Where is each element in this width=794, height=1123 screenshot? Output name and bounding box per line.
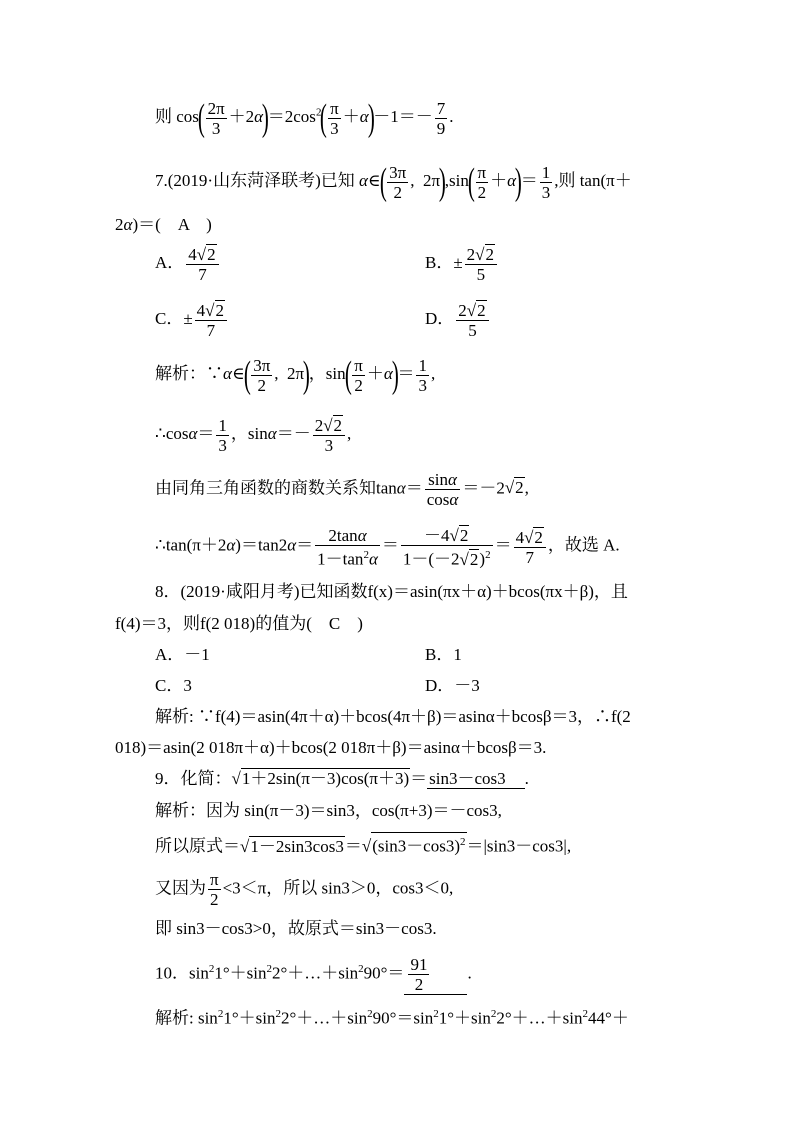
q7-option-d: D． $\frac{2√2}{5}$ [425, 300, 491, 340]
q7-option-a: A． $\frac{4√2}{7}$ [155, 244, 221, 284]
q10-solution-1: 解析: $\sin^21^\circ+\sin^22^\circ+\dots+\sin^290^\circ=\sin^21^\circ+\sin^22^\circ+\dots+\sin^244^\circ+$ [155, 1008, 629, 1028]
q7-solution-3: 由同角三角函数的商数关系知tanα＝ $\frac{\sin\alpha}{\cos\alpha}$ ＝－2√2, [155, 470, 529, 509]
q7-option-b: B．± $\frac{2√2}{5}$ [425, 244, 499, 284]
q9-solution-3: 又因为 $\frac{\pi}{2}$ <3＜π，所以 sin3＞0，cos3＜0, [155, 870, 454, 909]
q9-solution-4: 即 sin3－cos3>0，故原式＝sin3－cos3. [155, 919, 437, 938]
q8-solution-2: 018)＝asin(2 018π＋α)＋bcos(2 018π＋β)＝asinα＋bcosβ＝3. [115, 738, 547, 757]
q8-solution-1: 解析: ∵f(4)＝asin(4π＋α)＋bcos(4π＋β)＝asinα＋bcosβ＝3，∴f(2 [155, 707, 631, 726]
q9-stem: 9．化简：√1＋2sin(π－3)cos(π＋3)＝ sin3－cos3 . [155, 769, 529, 788]
q8-option-c: C．3 [155, 676, 192, 695]
q7-stem: 7.(2019·山东菏泽联考)已知 α∈( $\frac{3\pi}{2}$ , 2π),sin( $\frac{\pi}{2}$ ＋α)＝ $\frac{1}{3}$ ,则 tan(π＋ [155, 161, 632, 203]
q9-solution-2: 所以原式$=√1-2\sin 3\cos 3=√(\sin 3-\cos 3)^2=|\sin 3-\cos 3|$, [155, 832, 571, 858]
q8-stem: 8．(2019·咸阳月考)已知函数f(x)＝asin(πx＋α)＋bcos(πx＋β)，且 [155, 582, 628, 601]
q10-stem: 10．$\sin^21^\circ+\sin^22^\circ+\dots+\sin^290^\circ=$ $\frac{91}{2}$ . [155, 955, 472, 994]
q7-option-c: C．± $\frac{4√2}{7}$ [155, 300, 229, 340]
q7-cont: 2α)＝( A ) [115, 215, 212, 234]
q8-option-d: D．－3 [425, 676, 480, 695]
q8-option-a: A．－1 [155, 645, 210, 664]
line-1-formula: 则 cos( $\frac{2\pi}{3}$ $+2\alpha)=2\cos^2$( $\frac{\pi}{3}$ ＋α)－1＝－ $\frac{7}{9}$ . [155, 97, 454, 139]
q7-solution-4: ∴tan(π＋2α)＝tan2α＝ $\frac{2\tan\alpha}{1-\tan^2\alpha}$ ＝ $\frac{-4√2}{1-(-2√2)^2}$ ＝ $\frac{4√2}{7}$ ，故选 A. [155, 525, 620, 569]
q8-option-b: B．1 [425, 645, 462, 664]
q9-solution-1: 解析：因为 sin(π－3)＝sin3，cos(π+3)＝－cos3, [155, 801, 502, 820]
q7-solution-2: ∴cosα＝ $\frac{1}{3}$ ，sinα＝－ $\frac{2√2}{3}$ , [155, 415, 352, 455]
q7-solution-1: 解析：∵α∈( $\frac{3\pi}{2}$ , 2π)，sin( $\frac{\pi}{2}$ ＋α)＝ $\frac{1}{3}$ , [155, 354, 436, 396]
q8-cont: f(4)＝3，则f(2 018)的值为( C ) [115, 614, 363, 633]
